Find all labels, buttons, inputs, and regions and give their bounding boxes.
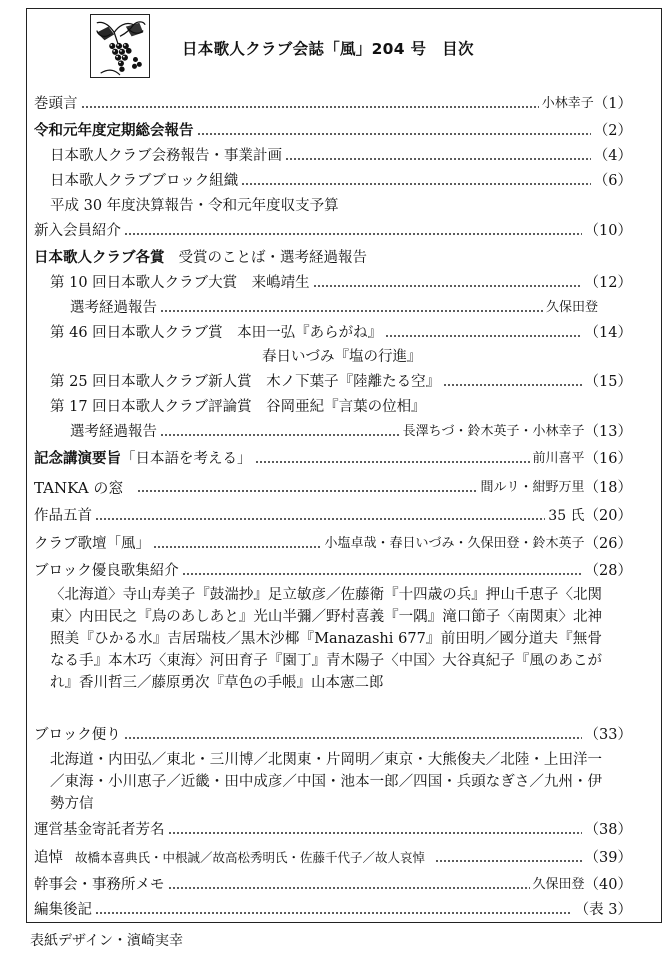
toc-title: 日本歌人クラブブロック組織 [50,173,239,189]
toc-entry-yuryo[interactable] [34,560,632,582]
toc-author: 前川喜平 [532,451,585,466]
leader-dots [385,322,581,344]
toc-page: （2） [593,123,632,139]
grape-vine-logo-icon [90,14,150,78]
toc-author: 長澤ちづ・鈴木英子・小林幸子 [402,424,585,439]
toc-author: 間ルリ・紺野万里 [480,480,585,495]
toc-entry-taisho[interactable] [50,272,632,294]
leader-dots [95,899,572,921]
toc-title: ブロック優良歌集紹介 [34,563,179,579]
toc-title: 第 46 回日本歌人クラブ賞 本田一弘『あらがね』 [50,325,383,341]
toc-entry-kantogen[interactable] [34,93,632,115]
leader-dots [168,819,582,841]
toc-page: （33） [584,727,632,743]
leader-dots [313,272,582,294]
toc-title: 日本歌人クラブ会務報告・事業計画 [50,148,282,164]
block-dayori-list: 北海道・内田弘／東北・三川博／北関東・片岡明／東京・大熊俊夫／北陸・上田洋一／東海・小川恵子／近畿・田中成彦／中国・池本一郎／四国・兵頭なぎさ／九州・伊勢方信 [50,752,602,812]
leader-dots [285,145,591,167]
toc-page: （1） [593,96,632,112]
toc-author: 久保田登 [545,300,598,315]
toc-author: 小林幸子 [541,96,594,111]
leader-dots [153,533,322,555]
toc-page: （10） [584,223,632,239]
toc-entry-sakuhin[interactable] [34,505,632,527]
toc-entry-hyoron[interactable]: 第 17 回日本歌人クラブ評論賞 谷岡亜紀『言葉の位相』 [50,399,426,415]
toc-page: （39） [584,850,632,866]
toc-entry-kikin[interactable] [34,819,632,841]
leader-dots [443,371,581,393]
toc-title: クラブ歌壇「風」 [34,536,150,552]
toc-title: 新入会員紹介 [34,223,121,239]
toc-title: 巻頭言 [34,96,78,112]
toc-page: （18） [584,480,632,496]
toc-page: （38） [584,822,632,838]
toc-entry-henshu[interactable] [34,899,632,921]
toc-subtitle: 受賞のことば・選考経過報告 [178,250,367,266]
toc-title: 編集後記 [34,902,92,918]
toc-entry-tsuito[interactable] [34,847,632,869]
toc-entry-shinjin[interactable] [50,371,632,393]
toc-title: 追悼 [34,850,63,866]
toc-page: （14） [584,325,632,341]
toc-title: TANKA の窓 [34,479,124,497]
toc-title: 第 25 回日本歌人クラブ新人賞 木ノ下葉子『陸離たる空』 [50,374,441,390]
toc-author: 35 氏 [548,508,585,524]
toc-page: （4） [593,148,632,164]
toc-title: 作品五首 [34,508,92,524]
leader-dots [160,421,400,443]
toc-entry-kessan[interactable]: 平成 30 年度決算報告・令和元年度収支予算 [50,198,339,214]
leader-dots [81,93,539,115]
leader-dots [124,220,582,242]
toc-entry-senko1[interactable] [70,297,598,319]
toc-page: （26） [584,536,632,552]
cover-design-credit: 表紙デザイン・濱崎実幸 [30,933,184,949]
toc-page: （16） [584,451,632,467]
toc-title: ブロック便り [34,727,121,743]
toc-entry-kakusho[interactable] [34,247,367,269]
leader-dots [435,847,582,869]
toc-entry-tanka[interactable] [34,477,632,499]
toc-title: 記念講演要旨 [34,451,121,467]
toc-entry-soukai[interactable] [34,120,632,142]
toc-entry-block-soshiki[interactable] [50,170,632,192]
leader-dots [197,120,591,142]
leader-dots [182,560,582,582]
toc-subtitle: 故橋本喜典氏・中根誠／故高松秀明氏・佐藤千代子／故人哀悼 [75,850,426,865]
toc-author: 小塩卓哉・春日いづみ・久保田登・鈴木英子 [324,536,585,551]
toc-subtitle: 「日本語を考える」 [121,451,252,467]
toc-title: 日本歌人クラブ各賞 [34,250,165,266]
toc-entry-kadan[interactable] [34,533,632,555]
toc-page: （40） [584,877,632,893]
leader-dots [168,874,530,896]
toc-page: （12） [584,275,632,291]
page-title: 日本歌人クラブ会誌「風」204 号 目次 [182,40,474,58]
toc-author: 久保田登 [532,877,585,892]
toc-entry-kinen[interactable] [34,448,632,470]
toc-entry-dayori[interactable] [34,724,632,746]
toc-entry-kaimu[interactable] [50,145,632,167]
toc-page: （15） [584,374,632,390]
leader-dots [137,477,477,499]
leader-dots [95,505,545,527]
toc-page: （20） [584,508,632,524]
toc-entry-kurabusho2[interactable]: 春日いづみ『塩の行進』 [262,349,422,365]
toc-entry-kanji[interactable] [34,874,632,896]
toc-entry-shinnyu[interactable] [34,220,632,242]
toc-entry-kurabusho1[interactable] [50,322,632,344]
toc-title: 運営基金寄託者芳名 [34,822,165,838]
leader-dots [124,724,582,746]
toc-title: 選考経過報告 [70,424,157,440]
leader-dots [241,170,591,192]
toc-title: 第 10 回日本歌人クラブ大賞 来嶋靖生 [50,275,310,291]
toc-title: 幹事会・事務所メモ [34,877,165,893]
yuryo-kashu-list: 〈北海道〉寺山寿美子『鼓湍抄』足立敏彦／佐藤衛『十四歳の兵』押山千恵子〈北関東〉内田民之『鳥のあしあと』光山半彌／野村喜義『一隅』滝口節子〈南関東〉北神照美『ひかる水』吉居瑞枝／黒木沙椰『Manazashi 677』前田明／國分道夫『無骨なる手』本木巧〈東海〉河田育子『園丁』青木陽子〈中国〉大谷真紀子『風のあこがれ』香川哲三／藤原勇次『草色の手帳』山本憲二郎 [50,587,602,691]
leader-dots [255,448,530,470]
toc-entry-senko2[interactable] [70,421,632,443]
leader-dots [160,297,543,319]
toc-page: （28） [584,563,632,579]
toc-page: （6） [593,173,632,189]
toc-page: （表 3） [574,902,632,918]
toc-page: （13） [584,424,632,440]
toc-title: 令和元年度定期総会報告 [34,123,194,139]
toc-title: 選考経過報告 [70,300,157,316]
